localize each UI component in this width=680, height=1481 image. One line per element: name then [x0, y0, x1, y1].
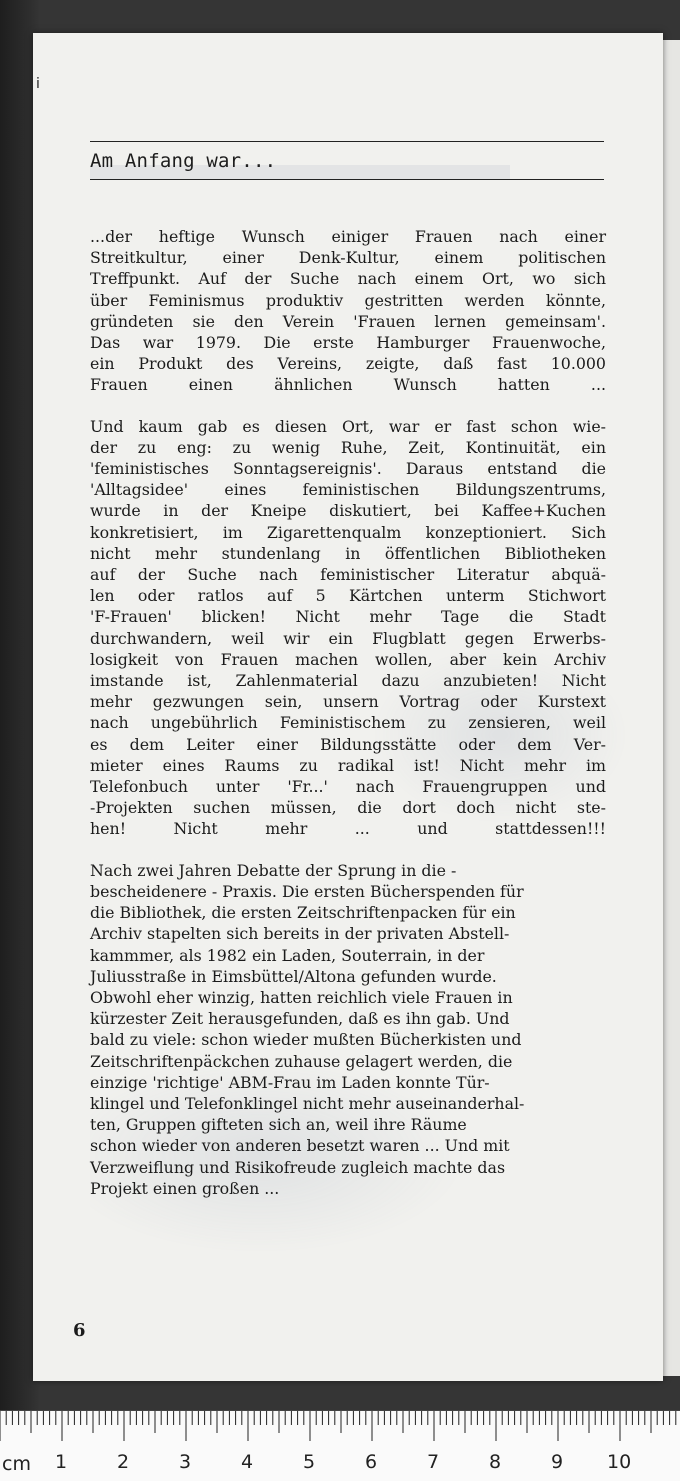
title-rule-bottom: [90, 179, 604, 180]
ruler-number: 8: [489, 1451, 502, 1473]
ruler-number: 7: [427, 1451, 440, 1473]
page-title: Am Anfang war...: [90, 150, 277, 172]
ruler-number: 6: [365, 1451, 378, 1473]
ruler-unit: cm: [2, 1453, 31, 1475]
page-number: 6: [73, 1320, 86, 1341]
ruler-number: 4: [241, 1451, 254, 1473]
paragraph: Nach zwei Jahren Debatte der Sprung in die - bescheidenere - Praxis. Die ersten Bücherspenden für die Bibliothek, die ersten Zeitschriftenpacken für ein Archiv stapelten sich bereits in der privaten Abstell- kammmer, als 1982 ein Laden, Souterrain, in der Juliusstraße in Eimsbüttel/Altona gefunden wurde. Obwohl eher winzig, hatten reichlich viele Frauen in kürzester Zeit herausgefunden, daß es ihn gab. Und bald zu viele: schon wieder mußten Bücherkisten und Zeitschriftenpäckchen zuhause gelagert werden, die einzige 'richtige' ABM-Frau im Laden konnte Tür- klingel und Telefonklingel nicht mehr auseinanderhal- ten, Gruppen gifteten sich an, weil ihre Räume schon wieder von anderen besetzt waren ... Und mit Verzweiflung und Risikofreude zugleich machte das Projekt einen großen ...: [90, 860, 525, 1198]
title-rule-top: [90, 141, 604, 142]
ruler-number: 9: [551, 1451, 564, 1473]
ruler-number: 10: [607, 1451, 632, 1473]
paragraph: Und kaum gab es diesen Ort, war er fast schon wie- der zu eng: zu wenig Ruhe, Zeit, Kontinuität, ein 'feministisches Sonntagsereignis'. Daraus entstand die 'Alltagsidee' eines feministischen Bildungszentrums, wurde in der Kneipe diskutiert, bei Kaffee+Kuchen konkretisiert, im Zigarettenqualm konzeptioniert. Sich nicht mehr stundenlang in öffentlichen Bibliotheken auf der Suche nach feministischer Literatur abquä- len oder ratlos auf 5 Kärtchen unterm Stichwort 'F-Frauen' blicken! Nicht mehr Tage die Stadt durchwandern, weil wir ein Flugblatt gegen Erwerbs- losigkeit von Frauen machen wollen, aber kein Archiv imstande ist, Zahlenmaterial dazu anzubieten! Nicht mehr gezwungen sein, unsern Vortrag oder Kurstext nach ungebührlich Feministischem zu zensieren, weil es dem Leiter einer Bildungsstätte oder dem Ver- mieter eines Raums zu radikal ist! Nicht mehr im Telefonbuch unter 'Fr...' nach Frauengruppen und -Projekten suchen müssen, die dort doch nicht ste- hen! Nicht mehr ... und stattdessen!!!: [90, 416, 606, 839]
ruler-ticks: [0, 1411, 680, 1451]
ruler-number: 2: [117, 1451, 130, 1473]
ruler-number: 3: [179, 1451, 192, 1473]
measurement-ruler: [0, 1410, 680, 1481]
article-body: [90, 226, 606, 1219]
paragraph: ...der heftige Wunsch einiger Frauen nach einer Streitkultur, einer Denk-Kultur, einem politischen Treffpunkt. Auf der Suche nach einem Ort, wo sich über Feminismus produktiv gestritten werden könnte, gründeten sie den Verein 'Frauen lernen gemeinsam'. Das war 1979. Die erste Hamburger Frauenwoche, ein Produkt des Vereins, zeigte, daß fast 10.000 Frauen einen ähnlichen Wunsch hatten ...: [90, 227, 606, 395]
ruler-number: 1: [55, 1451, 68, 1473]
ruler-number: 5: [303, 1451, 316, 1473]
page-marker: i: [36, 76, 40, 92]
